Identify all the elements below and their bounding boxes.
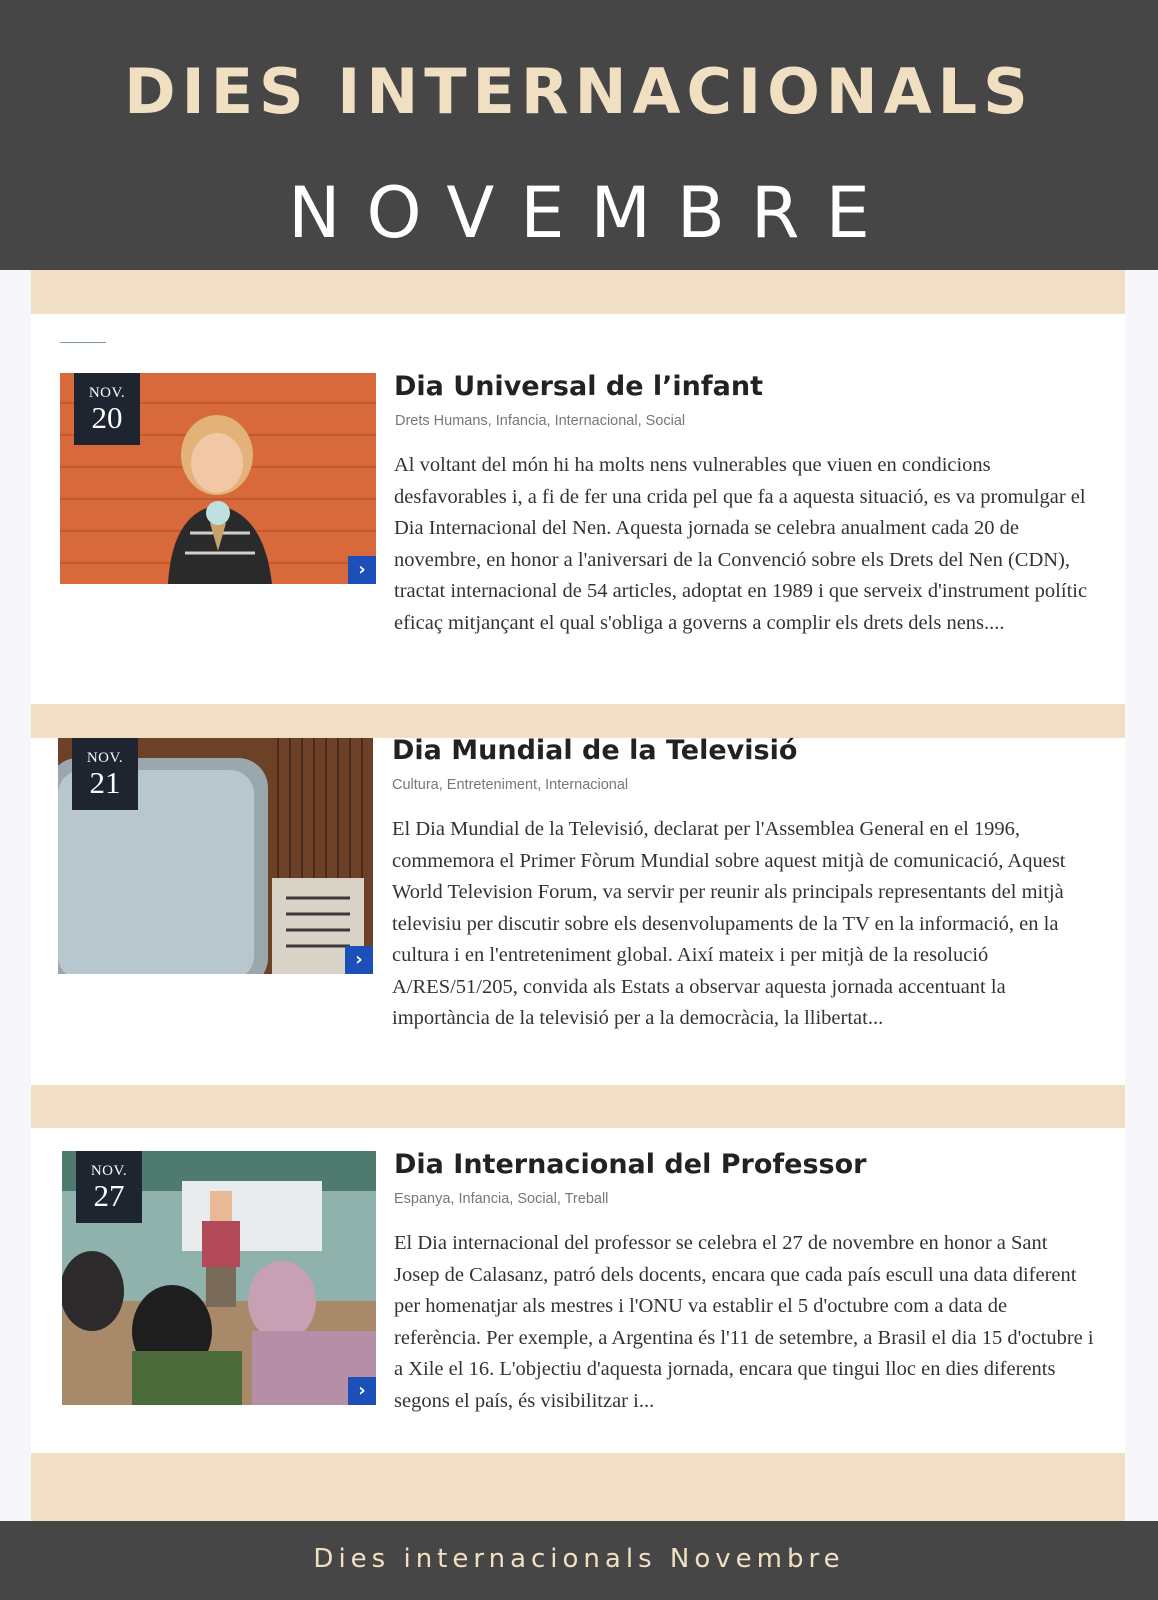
- post-categories[interactable]: Espanya, Infancia, Social, Treball: [394, 1191, 609, 1207]
- date-day: 21: [89, 765, 121, 800]
- date-month: NOV.: [90, 1163, 128, 1179]
- footer-banner: [0, 1521, 1158, 1600]
- separator-band: [31, 1453, 1125, 1521]
- page-subtitle: NOVEMBRE: [288, 172, 896, 254]
- page-title: DIES INTERNACIONALS: [124, 55, 1034, 128]
- post-excerpt: El Dia internacional del professor se celebra el 27 de novembre en honor a Sant Josep de Calasanz, patró dels docents, encara que cada país escull una data diferent per homenatjar als mestres i l'ONU va establir el 5 d'octubre com a data de referència. Per exemple, a Argentina és l'11 de setembre, a Brasil el dia 15 d'octubre i a Xile el 16. L'objectiu d'aquesta jornada, encara que tingui lloc en dies diferents segons el país, és visibilitzar i...: [394, 1232, 1094, 1412]
- post-title[interactable]: Dia Universal de l’infant: [394, 371, 763, 402]
- date-badge: [74, 373, 140, 445]
- header-banner: [0, 0, 1158, 270]
- date-month: NOV.: [88, 385, 126, 401]
- post-categories[interactable]: Drets Humans, Infancia, Internacional, Social: [395, 413, 686, 429]
- read-more-arrow-icon[interactable]: ›: [348, 1377, 376, 1405]
- post-title[interactable]: Dia Mundial de la Televisió: [392, 735, 798, 766]
- date-badge: [72, 738, 138, 810]
- date-month: NOV.: [86, 750, 124, 766]
- date-day: 27: [93, 1178, 125, 1213]
- post-thumbnail-image[interactable]: [58, 738, 373, 974]
- footer-text: Dies internacionals Novembre: [313, 1544, 845, 1574]
- post-thumbnail-image[interactable]: [60, 373, 376, 584]
- read-more-arrow-icon[interactable]: ›: [348, 556, 376, 584]
- separator-band: [31, 1085, 1125, 1128]
- post-excerpt: El Dia Mundial de la Televisió, declarat per l'Assemblea General en el 1996, commemora el Primer Fòrum Mundial sobre aquest mitjà de comunicació, Aquest World Television Forum, va servir per reunir als principals representants del mitjà televisiu per discutir sobre els desenvolupaments de la TV en la informació, en la cultura i en l'entreteniment global. Així mateix i per mitjà de la resolució A/RES/51/205, convida als Estats a observar aquesta jornada accentuant la importància de la televisió per a la democràcia, la llibertat...: [392, 818, 1066, 1029]
- post-excerpt: Al voltant del món hi ha molts nens vulnerables que viuen en condicions desfavorables i, a fi de fer una crida pel que fa a aquesta situació, es va promulgar el Dia Internacional del Nen. Aquesta jornada se celebra anualment cada 20 de novembre, en honor a l'aniversari de la Convenció sobre els Drets del Nen (CDN), tractat internacional de 54 articles, adoptat en 1989 i que serveix d'instrument polític eficaç mitjançant el qual s'obliga a governs a complir els drets dels nens....: [394, 454, 1088, 634]
- date-day: 20: [91, 400, 123, 435]
- date-badge: [76, 1151, 142, 1223]
- post-categories[interactable]: Cultura, Entreteniment, Internacional: [392, 777, 629, 793]
- post-title[interactable]: Dia Internacional del Professor: [394, 1149, 867, 1180]
- divider: [60, 342, 106, 343]
- post-thumbnail-image[interactable]: [62, 1151, 376, 1405]
- separator-band: [31, 270, 1125, 314]
- separator-band: [31, 704, 1125, 738]
- read-more-arrow-icon[interactable]: ›: [345, 946, 373, 974]
